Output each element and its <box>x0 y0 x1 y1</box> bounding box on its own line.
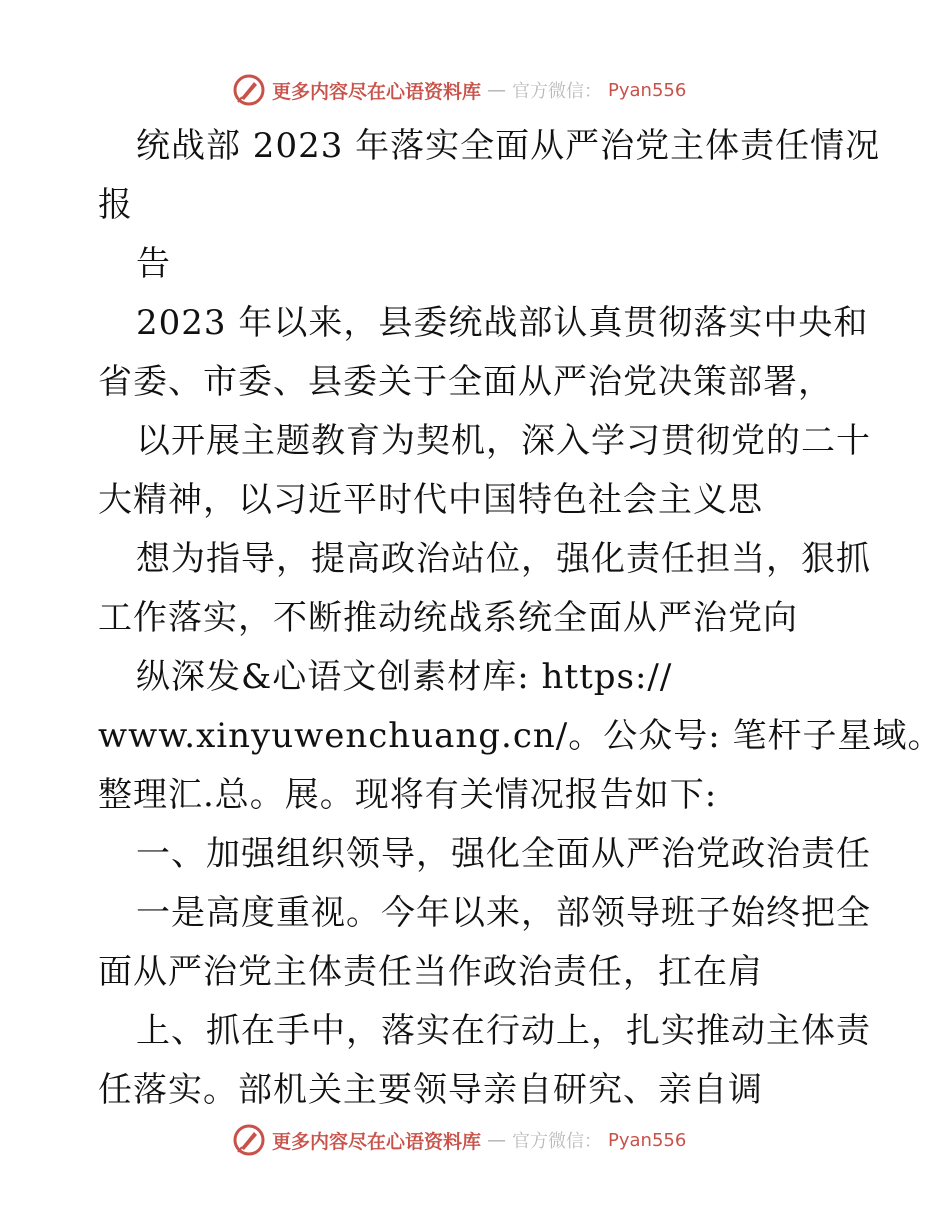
title-line-3: 告 <box>136 244 171 284</box>
paragraph-line: 省委、市委、县委关于全面从严治党决策部署， <box>98 362 833 402</box>
paragraph-line: 大精神，以习近平时代中国特色社会主义思 <box>98 480 763 520</box>
footer-watermark <box>232 1120 686 1160</box>
watermark-contact-id: Pyan556 <box>608 79 687 101</box>
quill-pen-logo-icon <box>232 1123 266 1157</box>
paragraph-line: 工作落实，不断推动统战系统全面从严治党向 <box>98 598 798 638</box>
paragraph-line: 一是高度重视。今年以来，部领导班子始终把全 <box>136 893 871 933</box>
paragraph-line: 面从严治党主体责任当作政治责任，扛在肩 <box>98 952 763 992</box>
paragraph-line: 上、抓在手中，落实在行动上，扎实推动主体责 <box>136 1011 871 1051</box>
paragraph-line: 任落实。部机关主要领导亲自研究、亲自调 <box>98 1070 763 1110</box>
paragraph-line: www.xinyuwenchuang.cn/。公众号: 笔杆子星域。 <box>98 716 943 756</box>
title-line-1: 统战部 2023 年落实全面从严治党主体责任情况 <box>136 126 881 166</box>
watermark-separator: — <box>487 1129 507 1151</box>
paragraph-line: 纵深发&心语文创素材库: https:// <box>136 657 673 697</box>
paragraph-line: 整理汇.总。展。现将有关情况报告如下: <box>98 775 718 815</box>
paragraph-line: 2023 年以来，县委统战部认真贯彻落实中央和 <box>136 303 869 343</box>
title-line-2: 报 <box>98 185 133 225</box>
paragraph-line: 想为指导，提高政治站位，强化责任担当，狠抓 <box>136 539 871 579</box>
paragraph-line: 以开展主题教育为契机，深入学习贯彻党的二十 <box>136 421 871 461</box>
watermark-brand: 更多内容尽在心语资料库 <box>272 80 482 103</box>
watermark-brand: 更多内容尽在心语资料库 <box>272 1130 482 1153</box>
watermark-contact-id: Pyan556 <box>608 1129 687 1151</box>
quill-pen-logo-icon <box>232 73 266 107</box>
watermark-separator: — <box>487 79 507 101</box>
watermark-contact-label: 官方微信： <box>512 1131 603 1152</box>
section-heading: 一、加强组织领导，强化全面从严治党政治责任 <box>136 834 871 874</box>
header-watermark <box>232 70 686 110</box>
watermark-contact-label: 官方微信： <box>512 81 603 102</box>
